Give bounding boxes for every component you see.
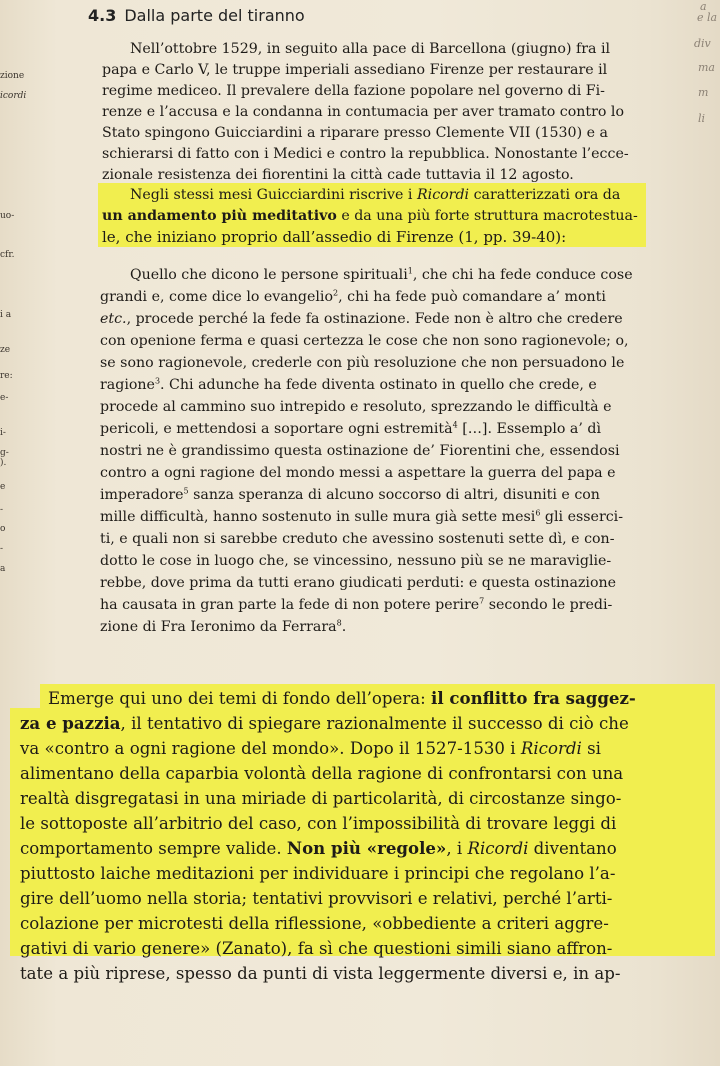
para2-line: le, che iniziano proprio dall’assedio di Firenze (1, pp. 39-40): (102, 228, 567, 246)
commentary-line: gativi di vario genere» (Zanato), fa sì che questioni simili siano affron- (20, 939, 613, 958)
margin-note: - (0, 544, 4, 554)
para2-line: Negli stessi mesi Guicciardini riscrive i Ricordi caratterizzati ora da (130, 187, 621, 203)
section-heading (88, 6, 305, 25)
intro-line: Stato spingono Guicciardini a riparare presso Clemente VII (1530) e a (102, 125, 608, 141)
right-margin-fragment: a (700, 0, 707, 13)
right-margin-fragment: e la (697, 11, 718, 24)
quote-line: nostri ne è grandissimo questa ostinazione de’ Fiorentini che, essendosi (100, 443, 620, 459)
margin-note: uo- (0, 211, 15, 221)
margin-note: i a (0, 310, 12, 320)
margin-note: e- (0, 393, 9, 403)
para2-line: un andamento più meditativo e da una più forte struttura macrotestua- (102, 208, 638, 224)
section-number: 4.3 (88, 6, 117, 25)
commentary-line: Emerge qui uno dei temi di fondo dell’opera: il conflitto fra saggez- (48, 688, 636, 708)
intro-line: schierarsi di fatto con i Medici e contro la repubblica. Nonostante l’ecce- (102, 146, 629, 162)
intro-line: papa e Carlo V, le truppe imperiali assediano Firenze per restaurare il (102, 62, 608, 78)
intro-line: regime mediceo. Il prevalere della fazione popolare nel governo di Fi- (102, 83, 605, 99)
margin-note: icordi (0, 91, 27, 101)
quote-line: mille difficultà, hanno sostenuto in sulle mura già sette mesi$^6$ gli esserci- (100, 508, 624, 525)
margin-note: re: (0, 371, 13, 381)
quote-line: se sono ragionevole, crederle con più resoluzione che non persuadono le (100, 355, 625, 371)
quote-line: etc., procede perché la fede fa ostinazione. Fede non è altro che credere (100, 311, 623, 327)
commentary-line: le sottoposte all’arbitrio del caso, con l’impossibilità di trovare leggi di (20, 814, 617, 833)
quote-line: grandi e, come dice lo evangelio$^2$, chi ha fede può comandare a’ monti (100, 288, 606, 305)
margin-note: zione (0, 71, 25, 81)
commentary-line: tate a più riprese, spesso da punti di vista leggermente diversi e, in ap- (20, 964, 621, 983)
intro-line: Nell’ottobre 1529, in seguito alla pace di Barcellona (giugno) fra il (130, 41, 611, 57)
commentary-line: va «contro a ogni ragione del mondo». Dopo il 1527-1530 i Ricordi si (20, 739, 601, 758)
quote-line: ragione$^3$. Chi adunche ha fede diventa ostinato in quello che crede, e (100, 376, 597, 393)
margin-note: g- (0, 448, 9, 458)
commentary-line: colazione per microtesti della riflessione, «obbediente a criteri aggre- (20, 914, 609, 933)
quote-line: ha causata in gran parte la fede di non potere perire$^7$ secondo le predi- (100, 596, 613, 613)
commentary-line: piuttosto laiche meditazioni per individuare i principi che regolano l’a- (20, 864, 616, 883)
quote-line: con openione ferma e quasi certezza le cose che non sono ragionevole; o, (100, 333, 629, 349)
quote-line: ti, e quali non si sarebbe creduto che avessino sostenuti sette dì, e con- (100, 531, 615, 547)
quote-line: Quello che dicono le persone spirituali$^1$, che chi ha fede conduce cose (130, 266, 633, 283)
intro-line: zionale resistenza dei fiorentini la città cade tuttavia il 12 agosto. (102, 167, 574, 183)
margin-note: a (0, 564, 6, 574)
margin-note: cfr. (0, 250, 15, 260)
margin-note: i- (0, 428, 6, 438)
right-margin-fragment: ma (698, 61, 715, 74)
quote-line: rebbe, dove prima da tutti erano giudicati perduti: e questa ostinazione (100, 575, 617, 591)
quote-line: contro a ogni ragione del mondo messi a aspettare la guerra del papa e (100, 465, 616, 481)
right-margin-fragment: li (698, 112, 706, 125)
commentary-line: realtà disgregatasi in una miriade di particolarità, di circostanze singo- (20, 789, 622, 808)
quote-line: pericoli, e mettendosi a soportare ogni estremità$^4$ […]. Essemplo a’ dì (100, 420, 602, 437)
commentary-line: za e pazzia, il tentativo di spiegare razionalmente il successo di ciò che (20, 713, 629, 733)
margin-note: ). (0, 458, 7, 468)
quote-line: procede al cammino suo intrepido e resoluto, sprezzando le difficultà e (100, 399, 612, 415)
margin-note: o (0, 524, 6, 534)
quote-line: zione di Fra Ieronimo da Ferrara$^8$. (100, 618, 347, 635)
margin-note: e (0, 482, 6, 492)
right-margin-fragment: m (698, 86, 709, 99)
commentary-line: alimentano della caparbia volontà della ragione di confrontarsi con una (20, 764, 624, 783)
section-title: Dalla parte del tiranno (124, 6, 305, 25)
margin-note: ze (0, 345, 11, 355)
intro-line: renze e l’accusa e la condanna in contumacia per aver tramato contro lo (102, 104, 624, 120)
quote-line: imperadore$^5$ sanza speranza di alcuno soccorso di altri, disuniti e con (100, 486, 600, 503)
right-margin-fragment: div (694, 37, 711, 50)
quote-line: dotto le cose in luogo che, se vincessino, nessuno più se ne maraviglie- (100, 553, 612, 569)
margin-note: - (0, 505, 4, 515)
commentary-line: comportamento sempre valide. Non più «regole», i Ricordi diventano (20, 838, 617, 858)
commentary-line: gire dell’uomo nella storia; tentativi provvisori e relativi, perché l’arti- (20, 889, 613, 908)
